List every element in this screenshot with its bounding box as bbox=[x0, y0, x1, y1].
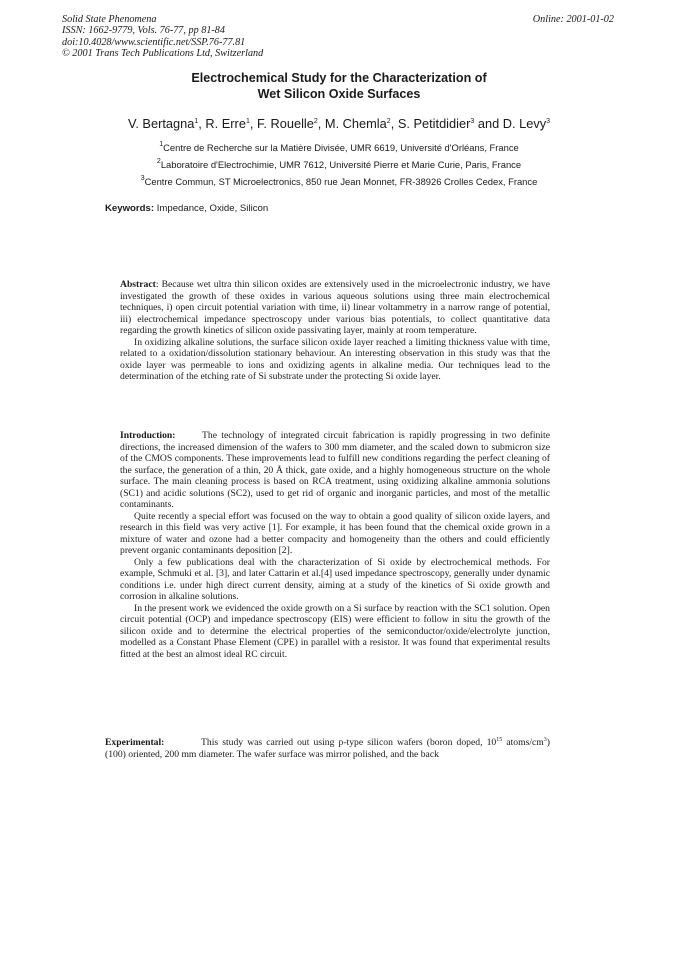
introduction-paragraph-4: In the present work we evidenced the oxide growth on a Si surface by reaction with the SC1 solution. Open circuit potential (OCP) and impedance spectroscopy (EIS) were efficient to follow in situ the growth of the silicon oxide and to determine the electrical properties of the semiconductor/oxide/electrolyte junction, modelled as a Constant Phase Element (CPE) in parallel with a resistor. It was found that experimental results fitted at the best an almost ideal RC circuit. bbox=[120, 602, 550, 660]
introduction-paragraph-3: Only a few publications deal with the characterization of Si oxide by electrochemical methods. For example, Schmuki et al. [3], and later Cattarin et al.[4] used impedance spectroscopy, generally under dynamic conditions i.e. under high direct current density, aiming at a study of the kinetics of Si oxide growth and corrosion in alkaline solutions. bbox=[120, 556, 550, 602]
online-date: Online: 2001-01-02 bbox=[532, 14, 614, 25]
affiliation-line bbox=[0, 173, 678, 190]
author-name: R. Erre bbox=[205, 116, 246, 131]
affiliation-number: 1 bbox=[159, 141, 164, 148]
abstract-section bbox=[120, 279, 550, 383]
issn-line: ISSN: 1662-9779, Vols. 76-77, pp 81-84 bbox=[62, 25, 225, 37]
introduction-label: Introduction: bbox=[120, 430, 176, 441]
journal-header bbox=[62, 14, 263, 60]
affiliation-number: 3 bbox=[140, 175, 145, 183]
author-separator: , bbox=[198, 116, 206, 131]
affiliation-list bbox=[0, 139, 678, 191]
experimental-text-b: atoms/cm bbox=[502, 737, 544, 748]
author-name: F. Rouelle bbox=[256, 116, 314, 131]
introduction-section bbox=[120, 430, 550, 660]
experimental-sup-2: 3 bbox=[543, 737, 547, 743]
author-affiliation-mark: 2 bbox=[386, 118, 391, 125]
keywords-label: Keywords: bbox=[105, 203, 155, 214]
copyright-line: © 2001 Trans Tech Publications Ltd, Switzerland bbox=[62, 48, 264, 60]
affiliation-line bbox=[0, 156, 678, 173]
author-name: S. Petitdidier bbox=[397, 116, 471, 131]
abstract-label: Abstract bbox=[120, 279, 156, 290]
experimental-text-c: ) (100) oriented, 200 mm diameter. The wafer surface was mirror polished, and the back bbox=[105, 737, 550, 760]
experimental-section bbox=[105, 737, 550, 761]
keywords-text: Impedance, Oxide, Silicon bbox=[156, 203, 269, 214]
affiliation-text: Centre Commun, ST Microelectronics, 850 rue Jean Monnet, FR-38926 Crolles Cedex, France bbox=[144, 176, 538, 188]
keywords bbox=[105, 203, 268, 214]
doi-line: doi:10.4028/www.scientific.net/SSP.76-77.81 bbox=[62, 36, 246, 48]
title-line-1: Electrochemical Study for the Characterization of bbox=[191, 71, 487, 85]
author-affiliation-mark: 1 bbox=[194, 118, 199, 125]
experimental-label: Experimental: bbox=[105, 737, 165, 748]
experimental-text-a: This study was carried out using p-type silicon wafers (boron doped, 10 bbox=[201, 737, 497, 748]
introduction-paragraph-2: Quite recently a special effort was focused on the way to obtain a good quality of silicon oxide layers, and research in this field was very active [1]. For example, it has been found that the chemical oxide grown in a mixture of water and ozone had a better compacity and homogeneity than the others and could efficiently prevent organic contaminants deposition [2]. bbox=[120, 510, 550, 556]
author-affiliation-mark: 2 bbox=[313, 118, 318, 125]
affiliation-number: 2 bbox=[156, 158, 161, 166]
introduction-text-1: The technology of integrated circuit fabrication is rapidly progressing in two definite directions, the increased dimension of the wafers to 300 mm diameter, and the scaled down to submicron size of the CMOS components. These improvements lead to fulfill new conditions regarding the perfect cleaning of the surface, the generation of a thin, 20 Å thick, gate oxide, and a highly homogeneous structure on the whole surface. The main cleaning process is based on RCA treatment, using oxidizing alkaline ammonia solutions (SC1) and acidic solutions (SC2), used to get rid of organic and inorganic particles, and most of the metallic contaminants. bbox=[120, 430, 550, 510]
affiliation-line bbox=[0, 139, 678, 156]
journal-name: Solid State Phenomena bbox=[62, 14, 157, 25]
affiliation-text: Centre de Recherche sur la Matière Divisée, UMR 6619, Université d'Orléans, France bbox=[163, 142, 519, 153]
affiliation-text: Laboratoire d'Electrochimie, UMR 7612, Université Pierre et Marie Curie, Paris, France bbox=[160, 159, 522, 171]
author-separator: and bbox=[474, 116, 503, 131]
experimental-sup-1: 15 bbox=[496, 737, 503, 743]
author-name: V. Bertagna bbox=[127, 116, 195, 131]
author-name: D. Levy bbox=[502, 116, 547, 131]
author-name: M. Chemla bbox=[324, 116, 387, 131]
author-separator: , bbox=[317, 116, 325, 131]
title-line-2: Wet Silicon Oxide Surfaces bbox=[257, 87, 421, 101]
abstract-paragraph-1 bbox=[120, 279, 550, 337]
paper-title bbox=[0, 70, 678, 102]
abstract-text-1: : Because wet ultra thin silicon oxides are extensively used in the microelectronic industry, we have investigated the growth of these oxides in various aqueous solutions using three main electrochemical techniques, i) open circuit potential variation with time, ii) linear voltammetry in a narrow range of potential, iii) electrochemical impedance spectroscopy under various bias potentials, to collect quantitative data regarding the growth kinetics of silicon oxide passivating layer, mainly at room temperature. bbox=[120, 279, 550, 336]
author-list bbox=[0, 116, 678, 131]
author-affiliation-mark: 3 bbox=[546, 118, 551, 125]
author-separator: , bbox=[390, 116, 398, 131]
author-separator: , bbox=[249, 116, 257, 131]
author-affiliation-mark: 1 bbox=[245, 118, 250, 125]
introduction-paragraph-1 bbox=[120, 430, 550, 511]
abstract-paragraph-2: In oxidizing alkaline solutions, the surface silicon oxide layer reached a limiting thickness value with time, related to a oxidation/dissolution stationary behaviour. An interesting observation in this study was that the oxide layer was permeable to ions and oxidizing agents in alkaline media. Our techniques lead to the determination of the etching rate of Si substrate under the protecting Si oxide layer. bbox=[120, 336, 550, 382]
author-affiliation-mark: 3 bbox=[470, 118, 475, 125]
